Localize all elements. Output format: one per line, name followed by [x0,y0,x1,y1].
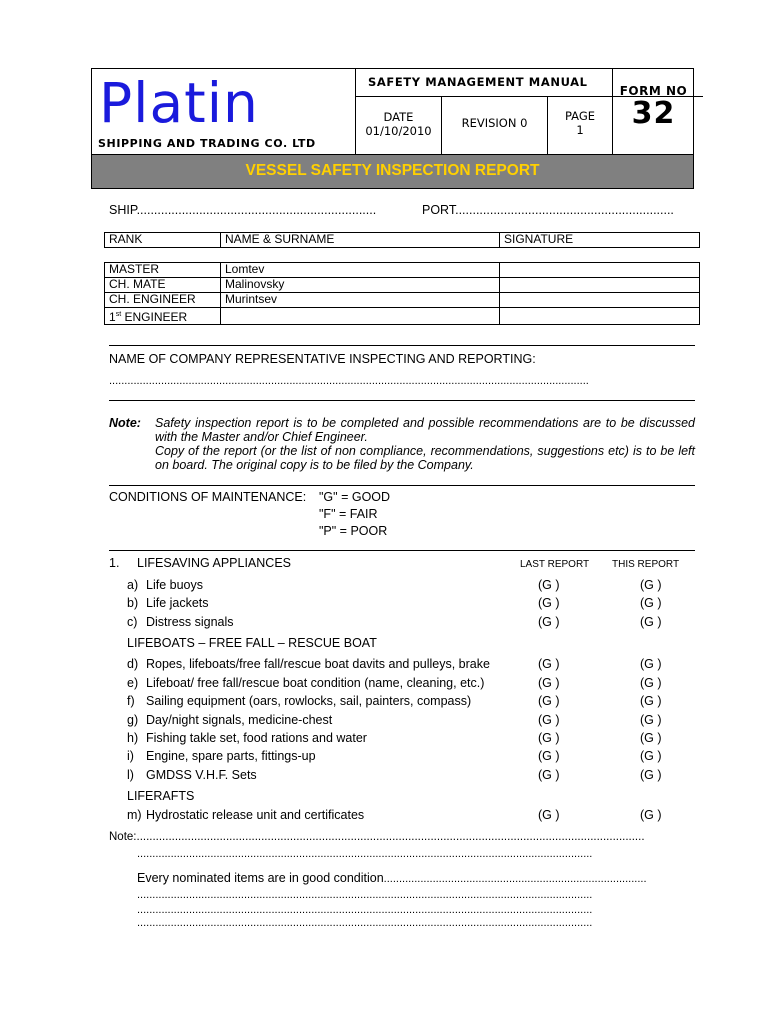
last-report-header: LAST REPORT [520,559,590,570]
inspection-item [127,713,332,727]
item-text: Life jackets [146,596,209,610]
this-report-rating: (G ) [640,713,662,727]
signature-cell [500,293,700,308]
company-name: SHIPPING AND TRADING CO. LTD [98,137,316,150]
note-body [155,416,695,472]
inspection-item [127,596,209,610]
last-report-rating: (G ) [538,615,560,629]
last-report-rating: (G ) [538,578,560,592]
item-text: Hydrostatic release unit and certificates [146,808,365,822]
this-report-rating: (G ) [640,808,662,822]
last-report-rating: (G ) [538,676,560,690]
notes-line: ..................................................................................................................................................... [137,889,593,901]
inspection-item [127,657,490,671]
representative-label: NAME OF COMPANY REPRESENTATIVE INSPECTING AND REPORTING: [109,352,536,366]
item-label: a) [127,578,139,592]
col-signature: SIGNATURE [500,233,700,248]
item-text: Ropes, lifeboats/free fall/rescue boat davits and pulleys, brake [146,657,490,671]
col-rank: RANK [105,233,221,248]
item-text: Life buoys [146,578,203,592]
liferafts-subheading: LIFERAFTS [127,789,195,803]
table-row [105,293,700,308]
signature-cell [500,278,700,293]
notes-condition-line [137,871,695,885]
divider [109,345,695,346]
form-header [91,68,694,189]
item-text: GMDSS V.H.F. Sets [146,768,257,782]
inspection-item [127,768,257,782]
inspection-item [127,578,203,592]
condition-good: "G" = GOOD [319,490,391,504]
last-report-rating: (G ) [538,808,560,822]
notes-line: ..................................................................................................................................................... [137,848,593,860]
port-field: PORT............................................................... [422,203,674,217]
this-report-rating: (G ) [640,596,662,610]
item-text: Day/night signals, medicine-chest [146,713,333,727]
signature-cell [500,308,700,325]
note-line-2: Copy of the report (or the list of non compliance, recommendations, suggestions etc) is to be left on board. The original copy is to be filed by the Company. [155,444,695,472]
inspection-item [127,808,364,822]
last-report-rating: (G ) [538,596,560,610]
crew-table [104,262,700,325]
page-value: 1 [576,123,584,137]
representative-dotted-line: ............................................................................................................................................................. [109,375,589,387]
revision-cell [442,97,548,154]
condition-fair: "F" = FAIR [319,507,378,521]
notes-label: Note: [109,831,137,843]
rank-cell: MASTER [105,263,221,278]
this-report-rating: (G ) [640,676,662,690]
notes-line: ..................................................................................................................................................... [137,917,593,929]
ship-field: SHIP..................................................................... [109,203,377,217]
name-cell [221,308,500,325]
this-report-header: THIS REPORT [612,559,680,570]
last-report-rating: (G ) [538,657,560,671]
inspection-item [127,731,367,745]
rank-cell: CH. ENGINEER [105,293,221,308]
item-text: Fishing takle set, food rations and water [146,731,367,745]
page-label: PAGE [564,109,596,123]
item-text: Lifeboat/ free fall/rescue boat condition (name, cleaning, etc.) [146,676,485,690]
item-label: f) [127,694,135,708]
table-row [105,278,700,293]
section-number: 1. [109,556,120,570]
last-report-rating: (G ) [538,713,560,727]
notes-condition-dots: ...................................................................................... [383,873,647,885]
date-cell [356,97,442,154]
logo-cell [92,69,356,154]
inspection-item [127,694,471,708]
this-report-rating: (G ) [640,768,662,782]
report-title: VESSEL SAFETY INSPECTION REPORT [245,162,540,179]
page-cell [548,97,612,154]
inspection-item [127,749,316,763]
date-value: 01/10/2010 [365,124,432,138]
name-cell: Malinovsky [221,278,500,293]
notes-condition-text: Every nominated items are in good condition [137,871,384,885]
table-row [105,308,700,325]
title-bar [92,154,693,188]
item-label: e) [127,676,139,690]
item-label: b) [127,596,139,610]
notes-dots: ............................................................................................................................................................... [136,831,645,843]
note-line-1: Safety inspection report is to be completed and possible recommendations are to be discussed with the Master and/or Chief Engineer. [155,416,695,444]
item-label: h) [127,731,139,745]
divider [109,400,695,401]
item-label: c) [127,615,138,629]
col-name: NAME & SURNAME [221,233,500,248]
rank-number: 1 [109,310,116,324]
lifeboats-subheading: LIFEBOATS – FREE FALL – RESCUE BOAT [127,636,377,650]
item-label: d) [127,657,139,671]
table-row [105,263,700,278]
this-report-rating: (G ) [640,749,662,763]
form-number: 32 [631,96,676,131]
name-cell: Murintsev [221,293,500,308]
this-report-rating: (G ) [640,657,662,671]
crew-header-table [104,232,700,248]
conditions-label: CONDITIONS OF MAINTENANCE: [109,490,307,504]
notes-line: ..................................................................................................................................................... [137,904,593,916]
item-label: i) [127,749,134,763]
this-report-rating: (G ) [640,731,662,745]
company-logo: Platin [99,71,259,135]
signature-cell [500,263,700,278]
rank-text: ENGINEER [121,310,188,324]
this-report-rating: (G ) [640,615,662,629]
divider [109,550,695,551]
date-label: DATE [383,110,414,124]
item-label: g) [127,713,139,727]
rank-cell [105,308,221,325]
name-cell: Lomtev [221,263,500,278]
revision-value: REVISION 0 [461,116,528,130]
last-report-rating: (G ) [538,768,560,782]
form-label: FORM NO [619,84,688,98]
section-title: LIFESAVING APPLIANCES [137,556,291,570]
item-label: l) [127,768,134,782]
last-report-rating: (G ) [538,731,560,745]
item-text: Distress signals [146,615,234,629]
this-report-rating: (G ) [640,578,662,592]
form-number-cell [612,69,694,154]
item-text: Sailing equipment (oars, rowlocks, sail, painters, compass) [146,694,472,708]
rank-cell: CH. MATE [105,278,221,293]
rank-suffix: st [115,311,122,318]
item-text: Engine, spare parts, fittings-up [146,749,316,763]
condition-poor: "P" = POOR [319,524,388,538]
last-report-rating: (G ) [538,749,560,763]
inspection-item [127,676,484,690]
divider [109,485,695,486]
this-report-rating: (G ) [640,694,662,708]
note-label: Note: [109,416,141,430]
notes-first-line [109,831,695,843]
item-label: m) [127,808,142,822]
manual-title: SAFETY MANAGEMENT MANUAL [368,75,588,89]
last-report-rating: (G ) [538,694,560,708]
inspection-item [127,615,234,629]
